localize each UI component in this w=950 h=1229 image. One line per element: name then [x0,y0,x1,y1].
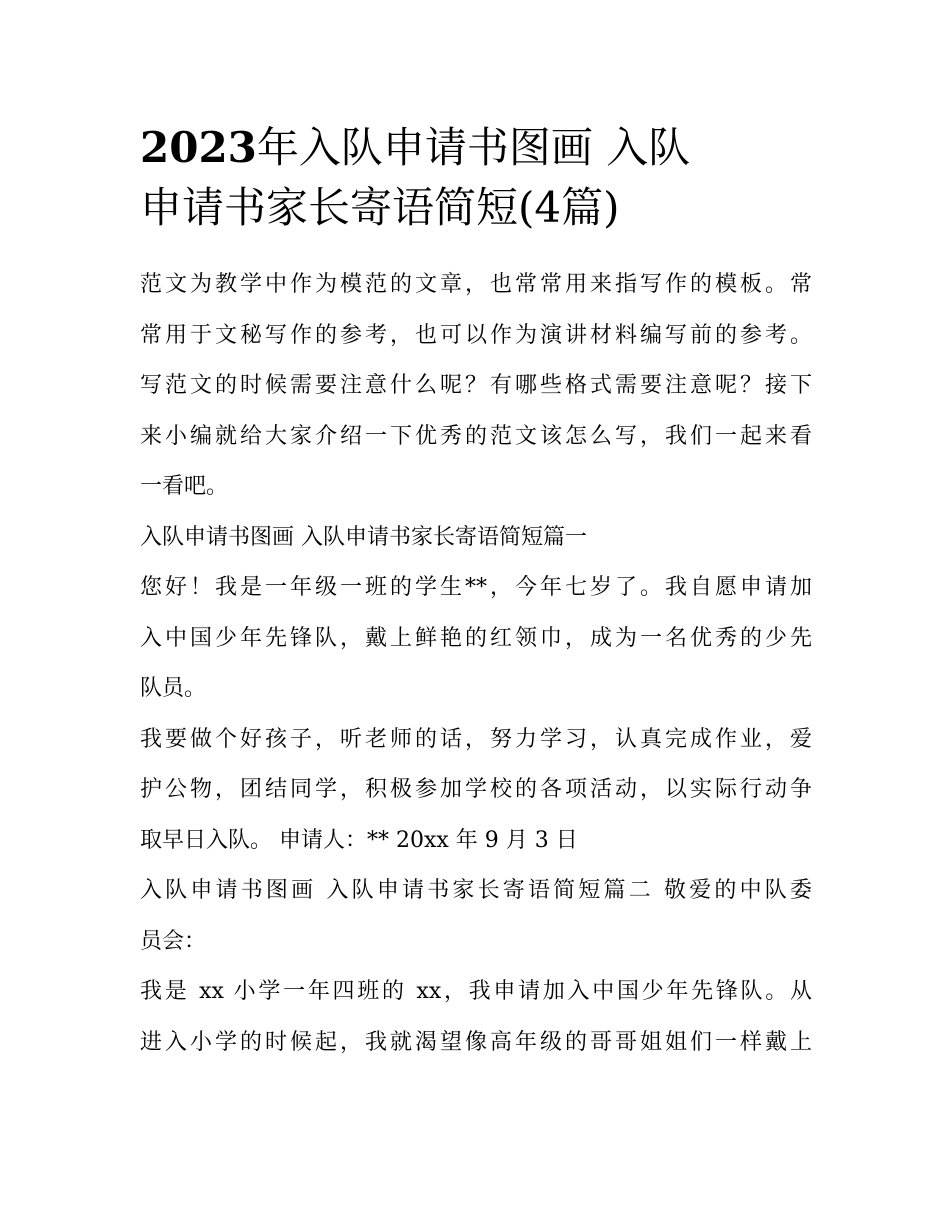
text-line: 队员。 [140,676,207,701]
text-line: 我要做个好孩子，听老师的话，努力学习，认真完成作业，爱 [140,726,812,752]
paragraph-application [140,967,812,1068]
document-body [140,260,812,1068]
text-line: 入队申请书图画 入队申请书家长寄语简短篇一 [140,524,587,550]
document-title [140,118,812,238]
text-line: 范文为教学中作为模范的文章，也常常用来指写作的模板。常 [140,272,812,297]
paragraph-greeting [140,563,812,715]
text-line: 常用于文秘写作的参考，也可以作为演讲材料编写前的参考。 [140,322,812,348]
document-page [140,118,812,1068]
text-line: 入队申请书图画 入队申请书家长寄语简短篇二 敬爱的中队委 [140,878,812,903]
section-heading-1 [140,513,812,564]
paragraph-intro [140,260,812,513]
text-line: 一看吧。 [140,474,229,499]
paragraph-promise [140,715,812,867]
text-line: 入中国少年先锋队，戴上鲜艳的红领巾，成为一名优秀的少先 [140,625,812,651]
section-heading-2 [140,866,812,967]
title-line-2: 申请书家长寄语简短(4篇) [140,183,620,232]
text-line: 进入小学的时候起，我就渴望像高年级的哥哥姐姐们一样戴上 [140,1029,812,1055]
title-line-1-rest: 年入队申请书图画 入队 [256,123,691,172]
text-line: 来小编就给大家介绍一下优秀的范文该怎么写，我们一起来看 [140,423,812,449]
text-line: 护公物，团结同学，积极参加学校的各项活动，以实际行动争 [140,777,812,802]
title-year: 2023 [140,123,257,172]
text-line: 我是 xx 小学一年四班的 xx，我申请加入中国少年先锋队。从 [140,979,812,1004]
title-line-1 [140,118,812,178]
text-line: 取早日入队。 申请人：** 20xx 年 9 月 3 日 [140,827,578,853]
text-line: 您好！我是一年级一班的学生**，今年七岁了。我自愿申请加 [140,575,812,600]
text-line: 员会： [140,928,207,954]
text-line: 写范文的时候需要注意什么呢？有哪些格式需要注意呢？接下 [140,373,812,398]
